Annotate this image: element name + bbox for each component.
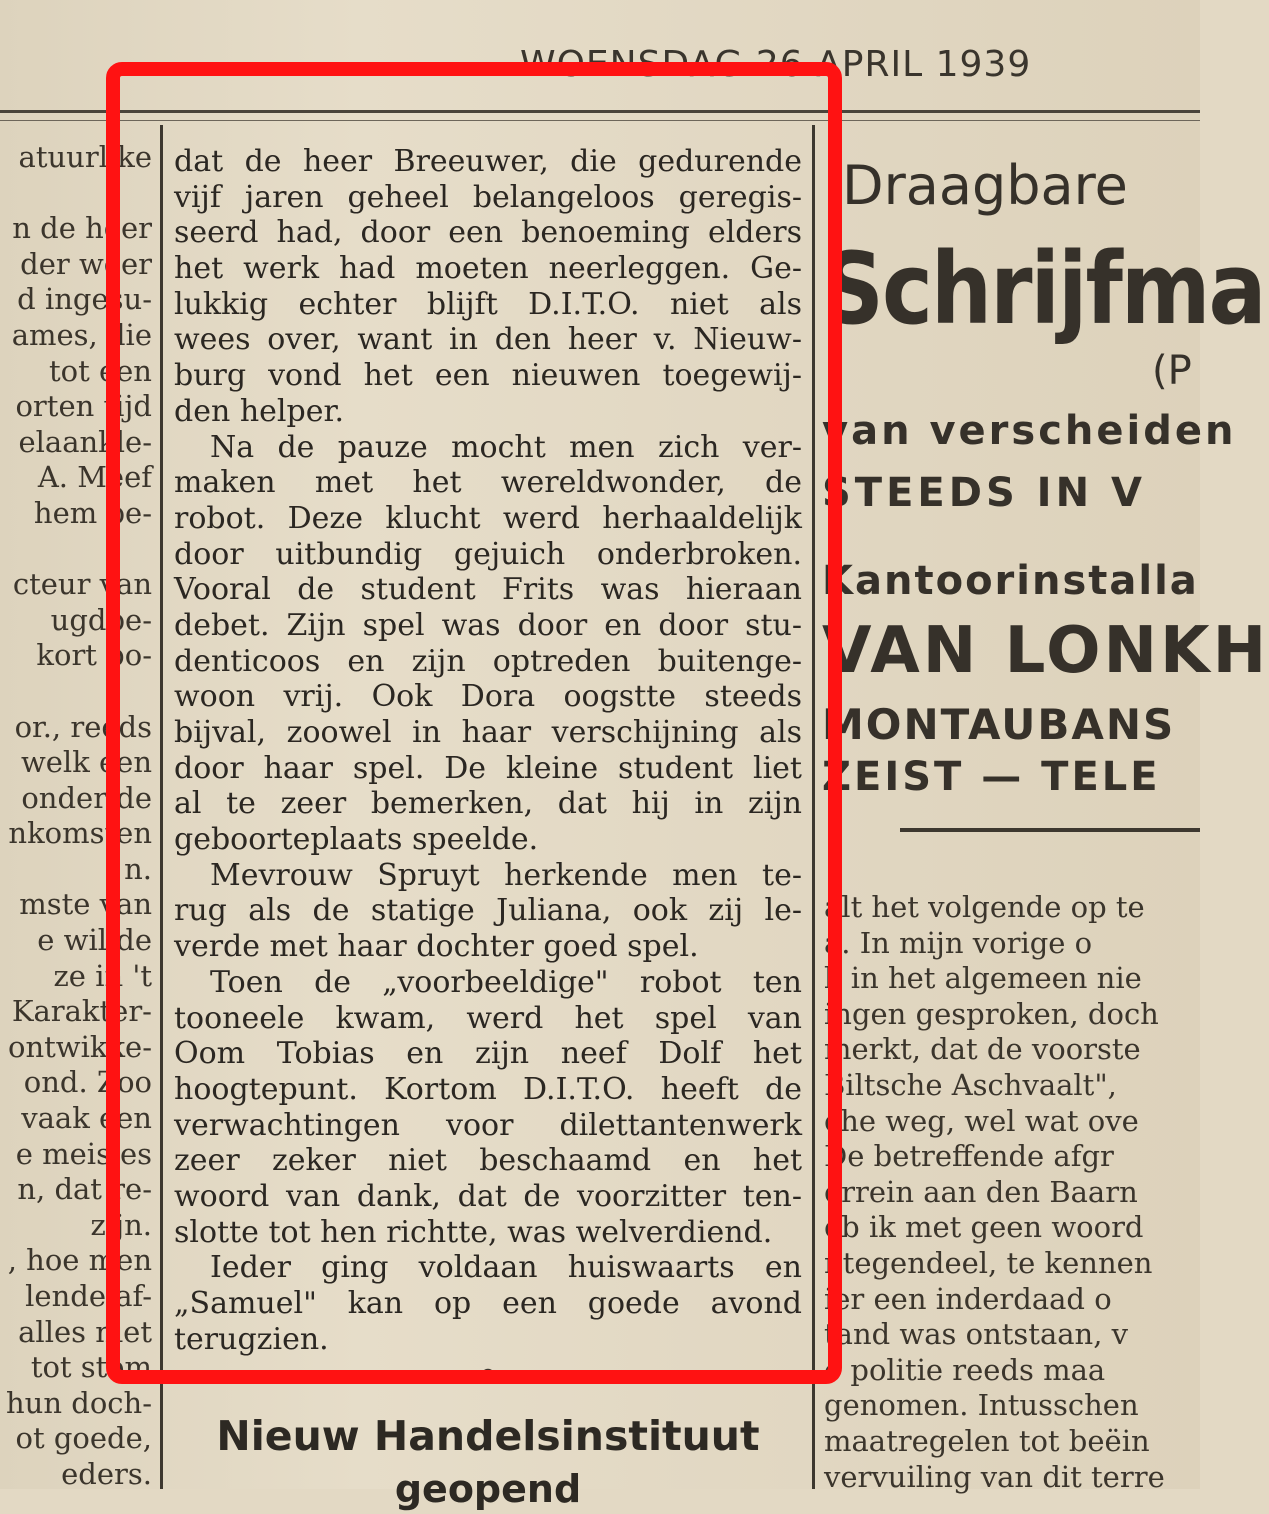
right-column-line: eb ik met geen woord [824, 1210, 1144, 1245]
right-column-line: ntegendeel, te kennen [824, 1245, 1153, 1280]
article-line: verwachtingen voor dilettantenwerk [174, 1107, 802, 1143]
left-column-text: nkomsten [8, 816, 152, 851]
article-line: seerd had, door een benoeming elders [174, 215, 802, 251]
article-line: het werk had moeten neerleggen. Ge- [174, 251, 802, 287]
article-line: Toen de „voorbeeldige" robot ten [210, 964, 802, 1000]
article-line: Vooral de student Frits was hieraan [174, 572, 802, 608]
left-column-line [0, 1386, 152, 1422]
right-column-line: genomen. Intusschen [824, 1388, 1139, 1423]
article-separator: —o— [456, 1360, 520, 1388]
ad-line-8: MONTAUBANS [822, 700, 1176, 749]
left-column-text: ames, die [11, 317, 152, 352]
left-column-text: eders. [61, 1456, 152, 1491]
left-column-text: alles niet [18, 1314, 152, 1349]
article-line: door uitbundig gejuich onderbroken. [174, 536, 802, 572]
right-column-line: k in het algemeen nie [824, 961, 1142, 996]
selection-highlight-box [106, 62, 842, 1388]
article-line: tooneele kwam, werd het spel van [174, 1000, 802, 1036]
page-dateline: WOENSDAG 26 APRIL 1939 [520, 44, 1032, 85]
left-column-text: n, dat re- [17, 1172, 152, 1207]
right-column-line: ier een inderdaad o [824, 1281, 1112, 1316]
ad-line-7: VAN LONKH [822, 614, 1269, 688]
article-line: verde met haar dochter goed spel. [174, 929, 699, 965]
article-line: al te zeer bemerken, dat hij in zijn [174, 786, 802, 822]
left-column-text: onder de [21, 780, 152, 815]
ad-line-9: ZEIST — TELE [822, 754, 1161, 800]
left-column-text: , hoe men [7, 1243, 152, 1278]
left-column-text: d ingesu- [17, 282, 152, 317]
article-line: Mevrouw Spruyt herkende men te- [210, 857, 802, 893]
left-column-text: ontwikke- [8, 1029, 152, 1064]
left-column-text: atuurlike [18, 140, 152, 174]
article-line: terugzien. [174, 1321, 329, 1357]
article-line: „Samuel" kan op een goede avond [174, 1286, 802, 1321]
left-column-text: kort po- [36, 638, 152, 673]
article-line: zeer zeker niet beschaamd en het [174, 1143, 802, 1179]
right-column-line: errein aan den Baarn [824, 1174, 1138, 1209]
right-column-line: maatregelen tot beëin [824, 1423, 1150, 1458]
left-column-text: ond. Zoo [23, 1065, 152, 1100]
left-column-text: Karakter- [11, 994, 152, 1029]
left-column-text: n. [124, 851, 152, 886]
left-column-text: welk een [20, 745, 152, 780]
article-line: lukkig echter blijft D.I.T.O. niet als [174, 286, 802, 322]
left-column-text: A. Meef [37, 460, 152, 495]
left-column-text: elaankle- [18, 424, 152, 459]
left-column-text: ze in 't [53, 958, 152, 993]
left-column-text: cteur van [12, 567, 152, 602]
left-column-text: ot goede, [15, 1421, 152, 1456]
article-line: burg vond het een nieuwen toegewij- [174, 358, 802, 394]
next-article-subheadline: geopend [394, 1467, 582, 1511]
left-column-text: tot een [49, 353, 152, 388]
article-line: Ieder ging voldaan huiswaarts en [210, 1250, 802, 1286]
article-line: woord van dank, dat de voorzitter ten- [174, 1178, 802, 1214]
right-column-line: vervuiling van dit terre [824, 1459, 1165, 1494]
left-column-text: n de heer [12, 211, 152, 246]
right-column-line: e politie reeds maa [824, 1352, 1106, 1387]
article-line: den helper. [174, 393, 345, 429]
left-column-text: der weer [20, 246, 152, 281]
article-line: maken met het wereldwonder, de [174, 465, 802, 501]
left-column-text: tot stem [30, 1350, 152, 1385]
left-column-text: orten tijd [15, 389, 152, 424]
right-column-line: tand was ontstaan, v [824, 1317, 1129, 1352]
article-line: vijf jaren geheel belangeloos geregis- [174, 179, 802, 215]
left-column-text: ugdbe- [50, 602, 152, 637]
article-line: robot. Deze klucht werd herhaaldelijk [174, 500, 802, 536]
article-line: denticoos en zijn optreden buitenge- [174, 643, 802, 679]
article-line: rug als de statige Juliana, ook zij le- [174, 893, 802, 929]
ad-line-1: Draagbare [842, 154, 1128, 217]
left-column-text: mste van [19, 887, 152, 922]
article-line: slotte tot hen richtte, was welverdiend. [174, 1214, 773, 1250]
article-line: debet. Zijn spel was door en door stu- [174, 607, 802, 643]
article-line: hoogtepunt. Kortom D.I.T.O. heeft de [174, 1071, 802, 1107]
right-column-line: Biltsche Aschvaalt", [824, 1067, 1117, 1102]
article-line: bijval, zoowel in haar verschijning als [174, 715, 802, 750]
article-line: geboorteplaats speelde. [174, 822, 539, 858]
article-line: door haar spel. De kleine student liet [174, 750, 802, 786]
right-column-line: alt het volgende op te [824, 890, 1145, 924]
ad-line-2: Schrijfma [822, 232, 1265, 347]
advertisement [822, 140, 1269, 840]
right-column-line: a. In mijn vorige o [824, 925, 1093, 960]
left-column-text: lende af- [25, 1279, 152, 1313]
right-column-line: De betreffende afgr [824, 1139, 1114, 1174]
article-line: Na de pauze mocht men zich ver- [210, 429, 802, 465]
article-line: woon vrij. Ook Dora oogstte steeds [174, 679, 802, 715]
article-line: dat de heer Breeuwer, die gedurende [174, 144, 802, 179]
left-column-text: hem be- [33, 495, 152, 530]
article-line: Oom Tobias en zijn neef Dolf het [174, 1036, 802, 1072]
next-article-headline: Nieuw Handelsinstituut [216, 1412, 760, 1460]
ad-line-3: (P [1152, 348, 1192, 394]
ad-line-6: Kantoorinstalla [822, 558, 1199, 604]
left-column-line [0, 1421, 152, 1457]
right-column-line: merkt, dat de voorste [824, 1032, 1141, 1067]
left-column-text: hun doch- [6, 1385, 152, 1420]
right-column-line: che weg, wel wat ove [824, 1103, 1139, 1138]
left-column-line [0, 1457, 152, 1493]
left-column-text: e meisjes [15, 1136, 152, 1171]
left-column-text: vaak een [21, 1101, 152, 1136]
left-column-text: zijn. [90, 1207, 152, 1242]
right-column-clipped [824, 890, 1200, 1494]
ad-line-4: van verscheiden [822, 408, 1237, 454]
article-line: wees over, want in den heer v. Nieuw- [174, 322, 802, 358]
left-column-text: or., reeds [14, 709, 152, 744]
right-column-line: ingen gesproken, doch [824, 996, 1159, 1031]
left-column-text: e wil de [37, 923, 152, 958]
ad-bottom-rule [900, 828, 1200, 832]
ad-line-5: STEEDS IN V [822, 470, 1146, 516]
